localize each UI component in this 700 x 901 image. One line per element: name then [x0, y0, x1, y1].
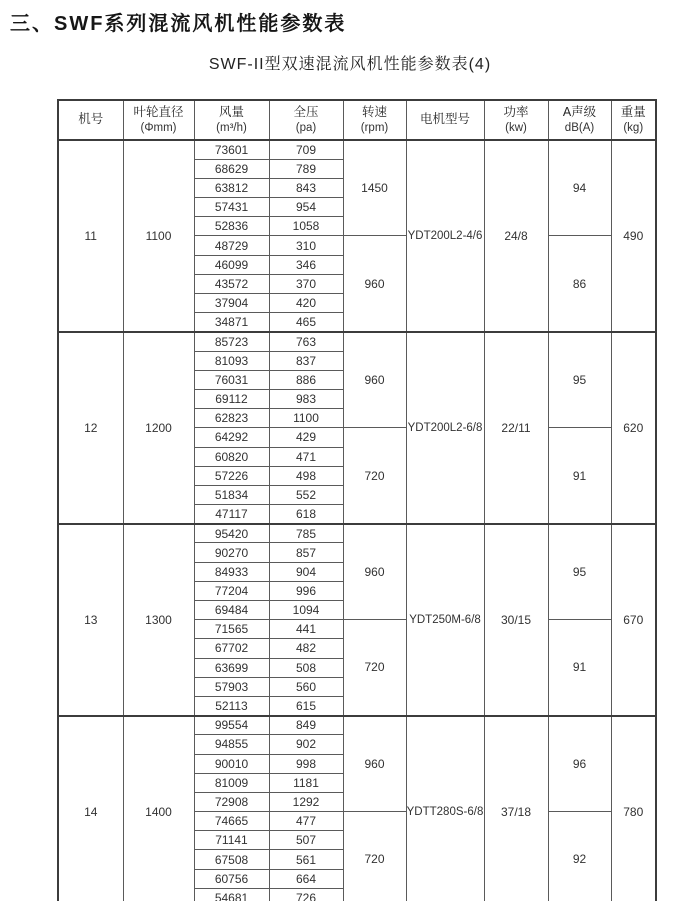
air-volume-cell: 71565 [194, 620, 269, 639]
page-title: 三、SWF系列混流风机性能参数表 [10, 13, 347, 35]
air-volume-cell: 43572 [194, 274, 269, 293]
impeller-diameter-cell: 1400 [123, 716, 194, 901]
total-pressure-cell: 508 [269, 658, 343, 677]
air-volume-cell: 69484 [194, 601, 269, 620]
motor-model-cell: YDTT280S-6/8 [406, 716, 484, 901]
col-header-unit: dB(A) [564, 121, 595, 134]
total-pressure-cell: 310 [269, 236, 343, 255]
air-volume-cell: 90010 [194, 754, 269, 773]
air-volume-cell: 51834 [194, 485, 269, 504]
col-header-machine-no [58, 100, 123, 140]
air-volume-cell: 90270 [194, 543, 269, 562]
noise-level-cell: 86 [548, 236, 611, 332]
col-header-label: 机号 [78, 112, 104, 127]
air-volume-cell: 84933 [194, 562, 269, 581]
total-pressure-cell: 507 [269, 831, 343, 850]
col-header-unit: (rpm) [360, 121, 389, 134]
weight-cell: 670 [611, 524, 656, 716]
total-pressure-cell: 465 [269, 313, 343, 332]
total-pressure-cell: 837 [269, 351, 343, 370]
air-volume-cell: 68629 [194, 159, 269, 178]
motor-model-cell: YDT200L2-4/6 [406, 140, 484, 332]
air-volume-cell: 63812 [194, 178, 269, 197]
total-pressure-cell: 954 [269, 198, 343, 217]
air-volume-cell: 57431 [194, 198, 269, 217]
col-header-label: 风量 [218, 105, 244, 119]
machine-no-cell: 13 [58, 524, 123, 716]
total-pressure-cell: 857 [269, 543, 343, 562]
total-pressure-cell: 904 [269, 562, 343, 581]
col-header-unit: (kg) [623, 121, 644, 134]
col-header-power [484, 100, 548, 140]
air-volume-cell: 64292 [194, 428, 269, 447]
total-pressure-cell: 370 [269, 274, 343, 293]
speed-cell: 1450 [343, 140, 406, 236]
total-pressure-cell: 429 [269, 428, 343, 447]
total-pressure-cell: 615 [269, 696, 343, 715]
air-volume-cell: 67508 [194, 850, 269, 869]
impeller-diameter-cell: 1200 [123, 332, 194, 524]
speed-cell: 960 [343, 716, 406, 812]
noise-level-cell: 91 [548, 620, 611, 716]
speed-cell: 720 [343, 620, 406, 716]
col-header-speed [343, 100, 406, 140]
machine-no-cell: 14 [58, 716, 123, 901]
col-header-unit: (Φmm) [140, 121, 177, 134]
col-header-label: 转速 [361, 105, 387, 119]
col-header-air-volume [194, 100, 269, 140]
col-header-weight [611, 100, 656, 140]
table-body [58, 140, 656, 901]
col-header-motor-model [406, 100, 484, 140]
weight-cell: 490 [611, 140, 656, 332]
total-pressure-cell: 482 [269, 639, 343, 658]
power-cell: 24/8 [484, 140, 548, 332]
air-volume-cell: 81093 [194, 351, 269, 370]
total-pressure-cell: 441 [269, 620, 343, 639]
table-row [58, 524, 656, 543]
total-pressure-cell: 420 [269, 294, 343, 313]
air-volume-cell: 47117 [194, 505, 269, 524]
total-pressure-cell: 1292 [269, 792, 343, 811]
air-volume-cell: 46099 [194, 255, 269, 274]
total-pressure-cell: 843 [269, 178, 343, 197]
air-volume-cell: 95420 [194, 524, 269, 543]
air-volume-cell: 74665 [194, 812, 269, 831]
air-volume-cell: 69112 [194, 389, 269, 408]
col-header-unit: (pa) [295, 121, 317, 134]
impeller-diameter-cell: 1100 [123, 140, 194, 332]
total-pressure-cell: 849 [269, 716, 343, 735]
weight-cell: 620 [611, 332, 656, 524]
air-volume-cell: 60820 [194, 447, 269, 466]
col-header-label: 电机型号 [419, 112, 470, 127]
machine-no-cell: 11 [58, 140, 123, 332]
col-header-label: 叶轮直径 [133, 105, 184, 119]
col-header-total-pressure [269, 100, 343, 140]
fan-parameter-table [57, 99, 657, 901]
total-pressure-cell: 996 [269, 581, 343, 600]
air-volume-cell: 37904 [194, 294, 269, 313]
total-pressure-cell: 1094 [269, 601, 343, 620]
col-header-label: 全压 [293, 105, 319, 119]
noise-level-cell: 94 [548, 140, 611, 236]
total-pressure-cell: 763 [269, 332, 343, 351]
air-volume-cell: 34871 [194, 313, 269, 332]
air-volume-cell: 85723 [194, 332, 269, 351]
col-header-unit: (m³/h) [216, 121, 247, 134]
total-pressure-cell: 1058 [269, 217, 343, 236]
air-volume-cell: 76031 [194, 370, 269, 389]
machine-no-cell: 12 [58, 332, 123, 524]
col-header-noise-level [548, 100, 611, 140]
total-pressure-cell: 561 [269, 850, 343, 869]
speed-cell: 960 [343, 332, 406, 428]
air-volume-cell: 63699 [194, 658, 269, 677]
impeller-diameter-cell: 1300 [123, 524, 194, 716]
speed-cell: 720 [343, 428, 406, 524]
power-cell: 30/15 [484, 524, 548, 716]
weight-cell: 780 [611, 716, 656, 901]
air-volume-cell: 48729 [194, 236, 269, 255]
air-volume-cell: 72908 [194, 792, 269, 811]
speed-cell: 720 [343, 812, 406, 901]
total-pressure-cell: 346 [269, 255, 343, 274]
col-header-label: 功率 [503, 105, 529, 119]
table-row [58, 332, 656, 351]
air-volume-cell: 57903 [194, 677, 269, 696]
noise-level-cell: 91 [548, 428, 611, 524]
air-volume-cell: 62823 [194, 409, 269, 428]
air-volume-cell: 71141 [194, 831, 269, 850]
total-pressure-cell: 498 [269, 466, 343, 485]
air-volume-cell: 77204 [194, 581, 269, 600]
total-pressure-cell: 998 [269, 754, 343, 773]
air-volume-cell: 67702 [194, 639, 269, 658]
total-pressure-cell: 789 [269, 159, 343, 178]
noise-level-cell: 96 [548, 716, 611, 812]
total-pressure-cell: 560 [269, 677, 343, 696]
table-row [58, 716, 656, 735]
table-row [58, 140, 656, 159]
total-pressure-cell: 785 [269, 524, 343, 543]
total-pressure-cell: 477 [269, 812, 343, 831]
air-volume-cell: 52836 [194, 217, 269, 236]
total-pressure-cell: 1100 [269, 409, 343, 428]
noise-level-cell: 95 [548, 524, 611, 620]
air-volume-cell: 99554 [194, 716, 269, 735]
col-header-label: A声级 [562, 105, 597, 119]
total-pressure-cell: 552 [269, 485, 343, 504]
noise-level-cell: 92 [548, 812, 611, 901]
header-row [58, 100, 656, 140]
air-volume-cell: 57226 [194, 466, 269, 485]
noise-level-cell: 95 [548, 332, 611, 428]
table-title: SWF-II型双速混流风机性能参数表(4) [208, 56, 492, 73]
motor-model-cell: YDT250M-6/8 [406, 524, 484, 716]
air-volume-cell: 94855 [194, 735, 269, 754]
total-pressure-cell: 664 [269, 869, 343, 888]
total-pressure-cell: 618 [269, 505, 343, 524]
power-cell: 22/11 [484, 332, 548, 524]
col-header-unit: (kw) [505, 121, 527, 134]
total-pressure-cell: 886 [269, 370, 343, 389]
total-pressure-cell: 983 [269, 389, 343, 408]
power-cell: 37/18 [484, 716, 548, 901]
air-volume-cell: 73601 [194, 140, 269, 159]
air-volume-cell: 54681 [194, 888, 269, 901]
air-volume-cell: 52113 [194, 696, 269, 715]
total-pressure-cell: 471 [269, 447, 343, 466]
speed-cell: 960 [343, 236, 406, 332]
speed-cell: 960 [343, 524, 406, 620]
total-pressure-cell: 1181 [269, 773, 343, 792]
col-header-impeller-diameter [123, 100, 194, 140]
col-header-label: 重量 [620, 105, 646, 119]
air-volume-cell: 81009 [194, 773, 269, 792]
total-pressure-cell: 726 [269, 888, 343, 901]
total-pressure-cell: 902 [269, 735, 343, 754]
air-volume-cell: 60756 [194, 869, 269, 888]
motor-model-cell: YDT200L2-6/8 [406, 332, 484, 524]
total-pressure-cell: 709 [269, 140, 343, 159]
document-page [0, 7, 700, 901]
